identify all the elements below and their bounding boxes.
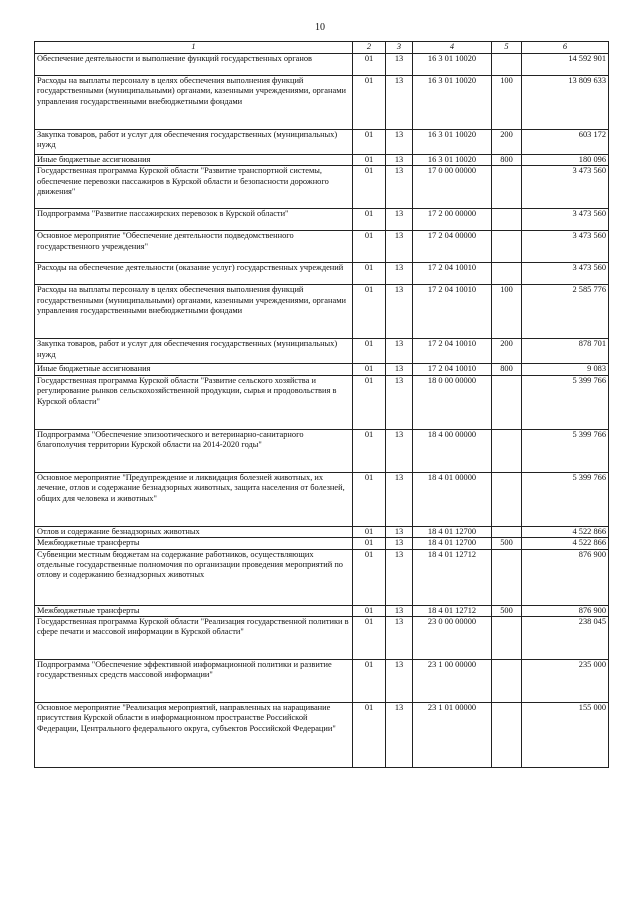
row-expense-type bbox=[492, 263, 522, 285]
row-amount: 5 399 766 bbox=[522, 472, 609, 526]
table-row bbox=[35, 166, 609, 209]
row-amount: 878 701 bbox=[522, 339, 609, 364]
row-section: 01 bbox=[353, 54, 386, 76]
row-subsection: 13 bbox=[386, 285, 413, 339]
row-target-article: 17 2 04 00000 bbox=[413, 231, 492, 263]
table-row bbox=[35, 605, 609, 616]
row-target-article: 18 4 01 00000 bbox=[413, 472, 492, 526]
row-target-article: 23 1 01 00000 bbox=[413, 703, 492, 768]
row-section: 01 bbox=[353, 209, 386, 231]
table-row bbox=[35, 429, 609, 472]
row-name: Межбюджетные трансферты bbox=[35, 605, 353, 616]
row-expense-type bbox=[492, 429, 522, 472]
row-name: Подпрограмма "Обеспечение эпизоотического и ветеринарно-санитарного благополучия территории Курской области на 2014-2020 годы" bbox=[35, 429, 353, 472]
row-amount: 235 000 bbox=[522, 660, 609, 703]
table-row bbox=[35, 263, 609, 285]
row-target-article: 16 3 01 10020 bbox=[413, 130, 492, 155]
table-row bbox=[35, 549, 609, 605]
table-row bbox=[35, 155, 609, 166]
budget-table bbox=[34, 41, 609, 768]
row-amount: 603 172 bbox=[522, 130, 609, 155]
row-target-article: 18 4 01 12700 bbox=[413, 538, 492, 549]
row-target-article: 18 4 01 12712 bbox=[413, 605, 492, 616]
row-name: Обеспечение деятельности и выполнение функций государственных органов bbox=[35, 54, 353, 76]
table-row bbox=[35, 54, 609, 76]
row-amount: 3 473 560 bbox=[522, 166, 609, 209]
row-subsection: 13 bbox=[386, 209, 413, 231]
row-section: 01 bbox=[353, 703, 386, 768]
column-header: 1 bbox=[35, 42, 353, 54]
table-row bbox=[35, 617, 609, 660]
row-amount: 876 900 bbox=[522, 549, 609, 605]
row-subsection: 13 bbox=[386, 549, 413, 605]
row-section: 01 bbox=[353, 285, 386, 339]
row-subsection: 13 bbox=[386, 605, 413, 616]
row-amount: 3 473 560 bbox=[522, 231, 609, 263]
row-expense-type: 200 bbox=[492, 339, 522, 364]
row-section: 01 bbox=[353, 76, 386, 130]
row-name: Государственная программа Курской области "Реализация государственной политики в сфере печати и массовой информации в Курской области" bbox=[35, 617, 353, 660]
row-subsection: 13 bbox=[386, 76, 413, 130]
row-subsection: 13 bbox=[386, 660, 413, 703]
row-amount: 13 809 633 bbox=[522, 76, 609, 130]
row-subsection: 13 bbox=[386, 155, 413, 166]
row-expense-type bbox=[492, 549, 522, 605]
row-target-article: 23 0 00 00000 bbox=[413, 617, 492, 660]
column-header: 3 bbox=[386, 42, 413, 54]
row-name: Межбюджетные трансферты bbox=[35, 538, 353, 549]
column-header: 6 bbox=[522, 42, 609, 54]
table-row bbox=[35, 209, 609, 231]
row-subsection: 13 bbox=[386, 429, 413, 472]
row-section: 01 bbox=[353, 617, 386, 660]
table-row bbox=[35, 538, 609, 549]
row-subsection: 13 bbox=[386, 166, 413, 209]
row-name: Субвенции местным бюджетам на содержание работников, осуществляющих отдельные государственные полномочия по организации проведения мероприятий по отлову и содержанию безнадзорных животных bbox=[35, 549, 353, 605]
table-header-row bbox=[35, 42, 609, 54]
page-number: 10 bbox=[315, 22, 325, 33]
row-target-article: 23 1 00 00000 bbox=[413, 660, 492, 703]
row-amount: 180 096 bbox=[522, 155, 609, 166]
row-amount: 5 399 766 bbox=[522, 375, 609, 429]
row-amount: 238 045 bbox=[522, 617, 609, 660]
row-name: Государственная программа Курской области "Развитие транспортной системы, обеспечение перевозки пассажиров в Курской области и безопасности дорожного движения" bbox=[35, 166, 353, 209]
row-target-article: 17 2 04 10010 bbox=[413, 339, 492, 364]
row-name: Подпрограмма "Развитие пассажирских перевозок в Курской области" bbox=[35, 209, 353, 231]
row-name: Основное мероприятие "Предупреждение и ликвидация болезней животных, их лечение, отлов и содержание безнадзорных животных, защита населения от болезней, общих для человека и животных" bbox=[35, 472, 353, 526]
row-subsection: 13 bbox=[386, 54, 413, 76]
row-subsection: 13 bbox=[386, 339, 413, 364]
row-target-article: 18 4 01 12700 bbox=[413, 526, 492, 537]
row-amount: 3 473 560 bbox=[522, 209, 609, 231]
row-section: 01 bbox=[353, 375, 386, 429]
row-subsection: 13 bbox=[386, 472, 413, 526]
row-amount: 9 083 bbox=[522, 364, 609, 375]
table-row bbox=[35, 472, 609, 526]
row-section: 01 bbox=[353, 339, 386, 364]
row-expense-type bbox=[492, 526, 522, 537]
row-expense-type: 500 bbox=[492, 605, 522, 616]
row-subsection: 13 bbox=[386, 617, 413, 660]
row-subsection: 13 bbox=[386, 364, 413, 375]
row-amount: 3 473 560 bbox=[522, 263, 609, 285]
row-section: 01 bbox=[353, 155, 386, 166]
column-header: 2 bbox=[353, 42, 386, 54]
table-row bbox=[35, 364, 609, 375]
table-row bbox=[35, 231, 609, 263]
row-expense-type: 100 bbox=[492, 285, 522, 339]
row-expense-type: 200 bbox=[492, 130, 522, 155]
table-row bbox=[35, 703, 609, 768]
row-target-article: 17 2 04 10010 bbox=[413, 364, 492, 375]
row-target-article: 18 4 00 00000 bbox=[413, 429, 492, 472]
table-row bbox=[35, 76, 609, 130]
row-target-article: 16 3 01 10020 bbox=[413, 155, 492, 166]
row-name: Государственная программа Курской области "Развитие сельского хозяйства и регулирование рынков сельскохозяйственной продукции, сырья и продовольствия в Курской области" bbox=[35, 375, 353, 429]
row-subsection: 13 bbox=[386, 703, 413, 768]
row-subsection: 13 bbox=[386, 538, 413, 549]
row-amount: 4 522 866 bbox=[522, 538, 609, 549]
row-expense-type: 800 bbox=[492, 364, 522, 375]
row-expense-type bbox=[492, 54, 522, 76]
row-amount: 4 522 866 bbox=[522, 526, 609, 537]
column-header: 5 bbox=[492, 42, 522, 54]
row-expense-type: 500 bbox=[492, 538, 522, 549]
row-section: 01 bbox=[353, 605, 386, 616]
row-target-article: 17 0 00 00000 bbox=[413, 166, 492, 209]
row-expense-type bbox=[492, 231, 522, 263]
row-expense-type: 800 bbox=[492, 155, 522, 166]
row-amount: 155 000 bbox=[522, 703, 609, 768]
row-expense-type bbox=[492, 209, 522, 231]
row-name: Закупка товаров, работ и услуг для обеспечения государственных (муниципальных) нужд bbox=[35, 130, 353, 155]
row-amount: 5 399 766 bbox=[522, 429, 609, 472]
row-subsection: 13 bbox=[386, 375, 413, 429]
row-section: 01 bbox=[353, 538, 386, 549]
row-expense-type bbox=[492, 375, 522, 429]
row-name: Основное мероприятие "Реализация мероприятий, направленных на наращивание присутствия Курской области в информационном пространстве Российской Федерации, Центрального федерального округа, субъектов Российской Федерации" bbox=[35, 703, 353, 768]
table-row bbox=[35, 660, 609, 703]
row-target-article: 17 2 04 10010 bbox=[413, 263, 492, 285]
row-target-article: 18 0 00 00000 bbox=[413, 375, 492, 429]
row-expense-type bbox=[492, 617, 522, 660]
row-section: 01 bbox=[353, 130, 386, 155]
table-row bbox=[35, 130, 609, 155]
row-amount: 14 592 901 bbox=[522, 54, 609, 76]
row-target-article: 16 3 01 10020 bbox=[413, 54, 492, 76]
row-amount: 2 585 776 bbox=[522, 285, 609, 339]
row-name: Подпрограмма "Обеспечение эффективной информационной политики и развитие государственных средств массовой информации" bbox=[35, 660, 353, 703]
row-subsection: 13 bbox=[386, 130, 413, 155]
row-target-article: 18 4 01 12712 bbox=[413, 549, 492, 605]
table-row bbox=[35, 375, 609, 429]
table-row bbox=[35, 285, 609, 339]
row-name: Иные бюджетные ассигнования bbox=[35, 155, 353, 166]
row-target-article: 17 2 04 10010 bbox=[413, 285, 492, 339]
table-row bbox=[35, 339, 609, 364]
row-target-article: 17 2 00 00000 bbox=[413, 209, 492, 231]
row-name: Расходы на обеспечение деятельности (оказание услуг) государственных учреждений bbox=[35, 263, 353, 285]
row-name: Расходы на выплаты персоналу в целях обеспечения выполнения функций государственными (муниципальными) органами, казенными учреждениями, органами управления государственными внебюджетными фондами bbox=[35, 285, 353, 339]
row-section: 01 bbox=[353, 263, 386, 285]
row-expense-type bbox=[492, 472, 522, 526]
row-section: 01 bbox=[353, 231, 386, 263]
row-name: Расходы на выплаты персоналу в целях обеспечения выполнения функций государственными (муниципальными) органами, казенными учреждениями, органами управления государственными внебюджетными фондами bbox=[35, 76, 353, 130]
row-section: 01 bbox=[353, 472, 386, 526]
row-target-article: 16 3 01 10020 bbox=[413, 76, 492, 130]
row-expense-type: 100 bbox=[492, 76, 522, 130]
table-row bbox=[35, 526, 609, 537]
row-subsection: 13 bbox=[386, 526, 413, 537]
row-section: 01 bbox=[353, 429, 386, 472]
row-section: 01 bbox=[353, 526, 386, 537]
row-amount: 876 900 bbox=[522, 605, 609, 616]
row-name: Закупка товаров, работ и услуг для обеспечения государственных (муниципальных) нужд bbox=[35, 339, 353, 364]
row-section: 01 bbox=[353, 166, 386, 209]
row-name: Отлов и содержание безнадзорных животных bbox=[35, 526, 353, 537]
row-subsection: 13 bbox=[386, 263, 413, 285]
row-name: Основное мероприятие "Обеспечение деятельности подведомственного государственного учреждения" bbox=[35, 231, 353, 263]
row-section: 01 bbox=[353, 660, 386, 703]
row-expense-type bbox=[492, 660, 522, 703]
row-section: 01 bbox=[353, 549, 386, 605]
row-expense-type bbox=[492, 166, 522, 209]
table-body bbox=[35, 54, 609, 768]
row-expense-type bbox=[492, 703, 522, 768]
row-section: 01 bbox=[353, 364, 386, 375]
column-header: 4 bbox=[413, 42, 492, 54]
row-subsection: 13 bbox=[386, 231, 413, 263]
row-name: Иные бюджетные ассигнования bbox=[35, 364, 353, 375]
